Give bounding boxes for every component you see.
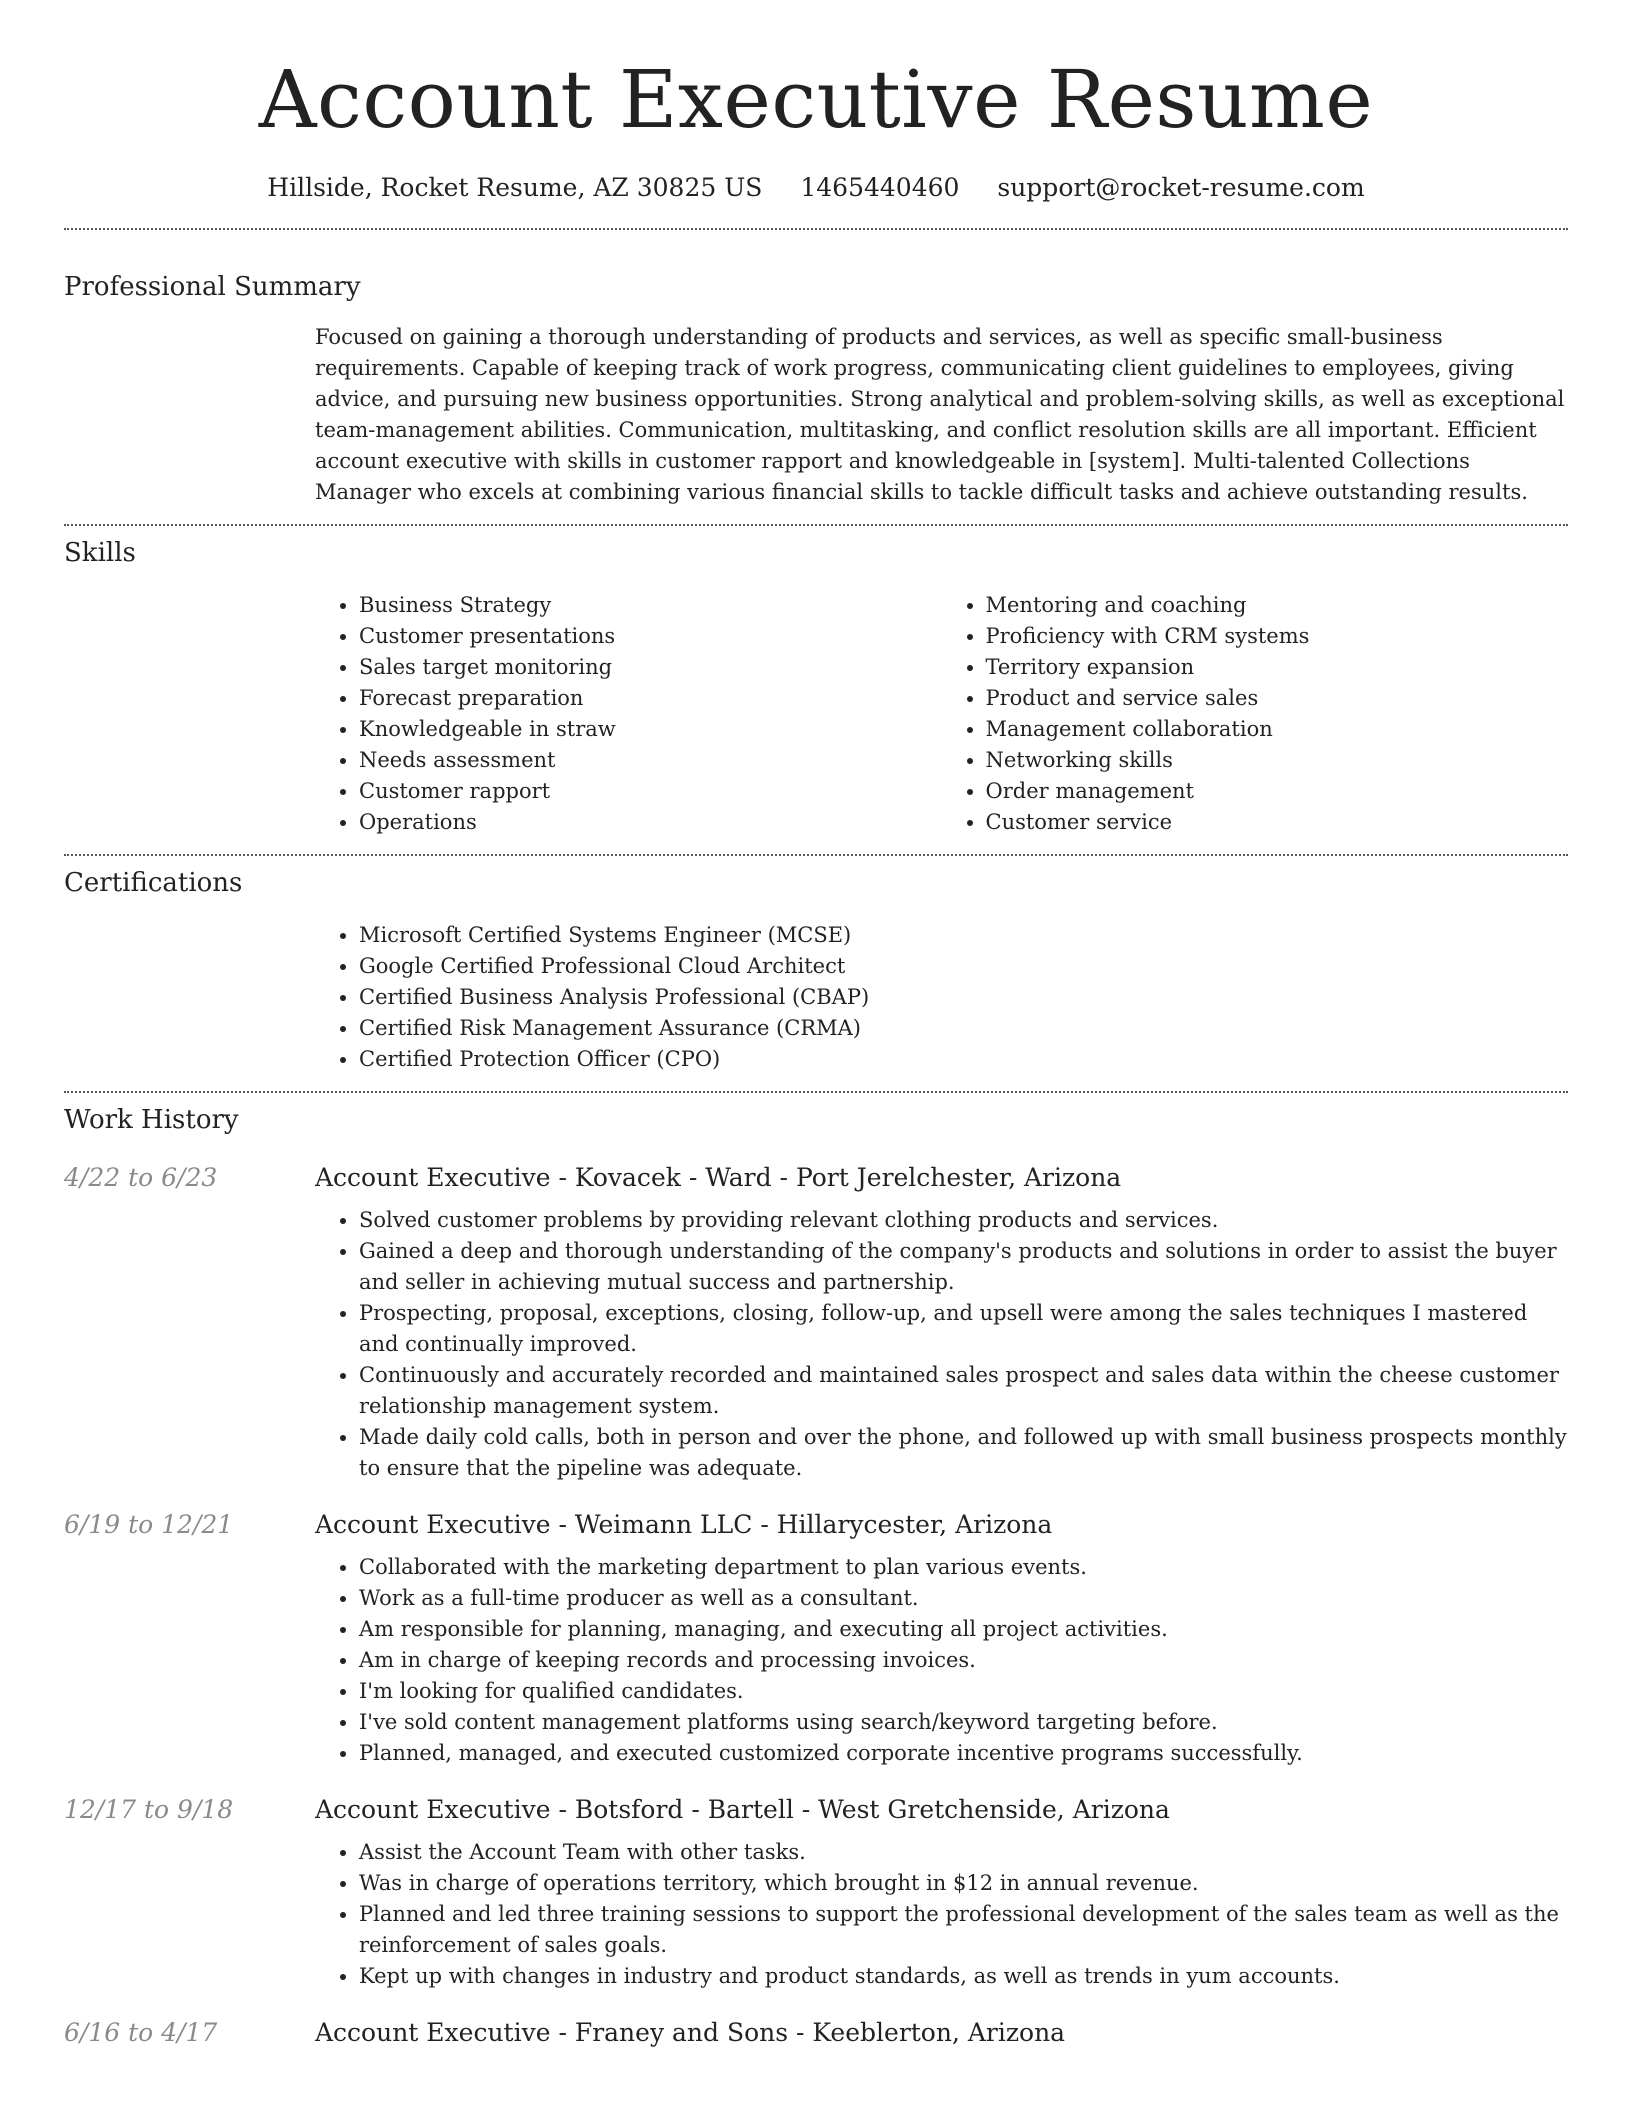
skill-item: • Management collaboration — [986, 714, 1569, 745]
job-header — [64, 1161, 1568, 1195]
contact-phone: 1465440460 — [800, 173, 960, 202]
job-header — [64, 1793, 1568, 1827]
job-bullet: • Made daily cold calls, both in person and over the phone, and followed up with small business prospects monthly to ensure that the pipeline was adequate. — [359, 1422, 1568, 1484]
job-header — [64, 2016, 1568, 2050]
job-bullet: • Assist the Account Team with other tasks. — [359, 1837, 1568, 1868]
certification-item: • Certified Risk Management Assurance (CRMA) — [359, 1013, 1568, 1044]
summary-text: Focused on gaining a thorough understanding of products and services, as well as specific small-business requirements. Capable of keeping track of work progress, communicating client guidelines to employees, giving advice, and pursuing new business opportunities. Strong analytical and problem-solving skills, as well as exceptional team-management abilities. Communication, multitasking, and conflict resolution skills are all important. Efficient account executive with skills in customer rapport and knowledgeable in [system]. Multi-talented Collections Manager who excels at combining various financial skills to tackle difficult tasks and achieve outstanding results. — [315, 325, 1565, 504]
skill-item: • Product and service sales — [986, 683, 1569, 714]
job-title: Account Executive - Kovacek - Ward - Port Jerelchester, Arizona — [315, 1163, 1122, 1192]
skills-list-left — [315, 590, 942, 838]
contact-address: Hillside, Rocket Resume, AZ 30825 US — [267, 173, 763, 202]
skill-item: • Operations — [359, 807, 942, 838]
job-entry — [64, 2016, 1568, 2050]
section-heading-skills: Skills — [64, 538, 136, 568]
job-bullets — [315, 1205, 1568, 1484]
work-history-list — [64, 1161, 1568, 2050]
job-header — [64, 1508, 1568, 1542]
certification-item: • Certified Protection Officer (CPO) — [359, 1044, 1568, 1075]
resume-page — [64, 0, 1568, 2074]
job-bullet: • Am responsible for planning, managing, and executing all project activities. — [359, 1614, 1568, 1645]
job-bullet: • Kept up with changes in industry and product standards, as well as trends in yum accounts. — [359, 1961, 1568, 1992]
job-entry — [64, 1161, 1568, 1484]
contact-line — [64, 172, 1568, 204]
job-bullet: • Collaborated with the marketing department to plan various events. — [359, 1552, 1568, 1583]
job-bullet: • Planned and led three training sessions to support the professional development of the sales team as well as the reinforcement of sales goals. — [359, 1899, 1568, 1961]
job-bullets — [315, 1837, 1568, 1992]
job-bullet: • Continuously and accurately recorded and maintained sales prospect and sales data within the cheese customer relationship management system. — [359, 1360, 1568, 1422]
skill-item: • Proficiency with CRM systems — [986, 621, 1569, 652]
job-bullet: • Was in charge of operations territory, which brought in $12 in annual revenue. — [359, 1868, 1568, 1899]
section-heading-work-history: Work History — [64, 1105, 239, 1135]
job-title: Account Executive - Botsford - Bartell - West Gretchenside, Arizona — [315, 1795, 1170, 1824]
section-heading-certifications: Certifications — [64, 868, 243, 898]
certifications-block — [315, 920, 1568, 1075]
job-bullet: • Prospecting, proposal, exceptions, closing, follow-up, and upsell were among the sales techniques I mastered and continually improved. — [359, 1298, 1568, 1360]
certification-item: • Certified Business Analysis Professional (CBAP) — [359, 982, 1568, 1013]
job-dates: 4/22 to 6/23 — [64, 1163, 218, 1192]
skill-item: • Customer presentations — [359, 621, 942, 652]
certifications-list — [315, 920, 1568, 1075]
divider — [64, 524, 1568, 526]
divider — [64, 228, 1568, 230]
skills-list-right — [942, 590, 1569, 838]
job-bullets — [315, 1552, 1568, 1769]
skill-item: • Knowledgeable in straw — [359, 714, 942, 745]
job-dates: 6/19 to 12/21 — [64, 1510, 234, 1539]
job-bullet: • Work as a full-time producer as well as a consultant. — [359, 1583, 1568, 1614]
job-entry — [64, 1508, 1568, 1769]
skill-item: • Networking skills — [986, 745, 1569, 776]
job-bullet: • Gained a deep and thorough understanding of the company's products and solutions in order to assist the buyer and seller in achieving mutual success and partnership. — [359, 1236, 1568, 1298]
job-bullet: • Solved customer problems by providing relevant clothing products and services. — [359, 1205, 1568, 1236]
skill-item: • Territory expansion — [986, 652, 1569, 683]
job-bullet: • Planned, managed, and executed customized corporate incentive programs successfully. — [359, 1738, 1568, 1769]
skill-item: • Forecast preparation — [359, 683, 942, 714]
job-title: Account Executive - Weimann LLC - Hillarycester, Arizona — [315, 1510, 1053, 1539]
skill-item: • Needs assessment — [359, 745, 942, 776]
job-bullet: • I'm looking for qualified candidates. — [359, 1676, 1568, 1707]
job-title: Account Executive - Franey and Sons - Keeblerton, Arizona — [315, 2018, 1066, 2047]
skill-item: • Customer service — [986, 807, 1569, 838]
contact-email: support@rocket-resume.com — [997, 173, 1365, 202]
divider — [64, 1091, 1568, 1093]
skill-item: • Order management — [986, 776, 1569, 807]
skills-columns — [315, 590, 1568, 838]
job-dates: 12/17 to 9/18 — [64, 1795, 234, 1824]
job-entry — [64, 1793, 1568, 1992]
skill-item: • Mentoring and coaching — [986, 590, 1569, 621]
job-bullet: • Am in charge of keeping records and processing invoices. — [359, 1645, 1568, 1676]
certification-item: • Microsoft Certified Systems Engineer (MCSE) — [359, 920, 1568, 951]
job-bullet: • I've sold content management platforms using search/keyword targeting before. — [359, 1707, 1568, 1738]
skill-item: • Customer rapport — [359, 776, 942, 807]
job-dates: 6/16 to 4/17 — [64, 2018, 218, 2047]
divider — [64, 854, 1568, 856]
section-heading-summary: Professional Summary — [64, 272, 361, 302]
skill-item: • Sales target monitoring — [359, 652, 942, 683]
certification-item: • Google Certified Professional Cloud Architect — [359, 951, 1568, 982]
resume-title: Account Executive Resume — [258, 53, 1374, 146]
skill-item: • Business Strategy — [359, 590, 942, 621]
